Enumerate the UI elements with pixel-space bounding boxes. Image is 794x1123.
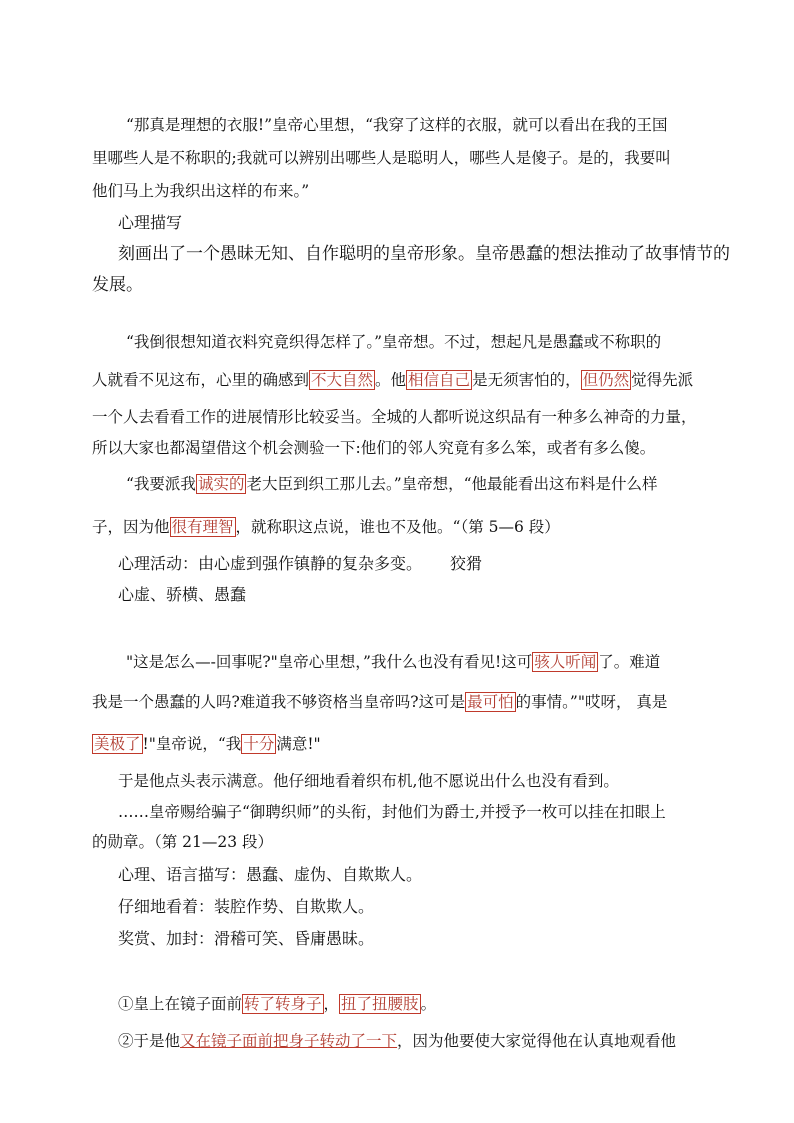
highlight-box: 美极了 [94,735,141,753]
text-span: "这是怎么—-回事呢?"皇帝心里想，”我什么也没有看见!这可 [126,653,533,671]
quote-line [92,368,693,390]
text-span: 心理活动：由心虚到强作镇静的复杂多变。 [118,554,423,573]
text-span: 了。难道 [598,653,661,671]
highlight-box: 但仍然 [582,371,630,389]
text-span: 满意!" [276,735,321,753]
quote-line: ……皇帝赐给骗子“御聘织师”的头衔，封他们为爵士,并授予一枚可以挂在扣眼上 [118,803,666,821]
analysis-label: 奖赏、加封：滑稽可笑、昏庸愚昧。 [118,929,375,948]
highlight-box: 十分 [243,735,275,753]
quote-line: 所以大家也都渴望借这个机会测验一下:他们的邻人究竟有多么笨，或者有多么傻。 [92,439,656,457]
quote-line: 一个人去看看工作的进展情形比较妥当。全城的人都听说这织品有一种多么神奇的力量， [92,408,697,426]
quote-line: 于是他点头表示满意。他仔细地看着织布机,他不愿说出什么也没有看到。 [118,772,619,790]
text-span: ，就称职这点说，谁也不及他。“（第 5—6 段） [235,518,560,536]
highlight-box: 诚实的 [197,475,245,493]
text-span: 子，因为他 [92,518,170,536]
text-span: 觉得先派 [631,371,694,389]
quote-line: 里哪些人是不称职的;我就可以辨别出哪些人是聪明人，哪些人是傻子。是的，我要叫 [92,149,671,167]
text-span: 的事情。”"哎呀， 真是 [515,693,668,711]
quote-line [126,472,658,494]
quote-line [118,1029,676,1051]
highlight-box: 不大自然 [311,371,374,389]
quote-line: “我倒很想知道衣料究竟织得怎样了。”皇帝想。不过，想起凡是愚蠢或不称职的 [126,333,662,351]
analysis-label: 心理、语言描写：愚蠢、虚伪、自欺欺人。 [118,865,423,884]
analysis-label: 仔细地看着：装腔作势、自欺欺人。 [118,897,375,916]
text-span: 人就看不见这布，心里的确感到 [92,371,310,389]
highlight-box: 转了转身子 [244,995,322,1013]
text-span: ①皇上在镜子面前 [118,995,243,1013]
analysis-label: 心理描写 [118,213,183,232]
text-span: 。他 [375,371,407,389]
quote-line [92,515,560,537]
highlight-box: 骇人听闻 [534,653,597,671]
text-span: ②于是他 [118,1032,181,1050]
quote-line [118,992,436,1014]
text-span: ，因为他要使大家觉得他在认真地观看他 [397,1032,677,1050]
text-span: ， [323,995,340,1013]
quote-line: 的勋章。（第 21—23 段） [92,833,274,851]
analysis-label: 心虚、骄横、愚蠢 [118,585,247,604]
text-span: !"皇帝说，“我 [142,735,242,753]
highlight-box: 很有理智 [171,518,234,536]
analysis-text: 发展。 [92,275,143,295]
highlight-box: 最可怕 [467,693,514,711]
analysis-text: 刻画出了一个愚昧无知、自作聪明的皇帝形象。皇帝愚蠢的想法推动了故事情节的 [118,244,730,264]
quote-line: “那真是理想的衣服!”皇帝心里想，“我穿了这样的衣服，就可以看出在我的王国 [126,116,668,134]
text-span: 。 [420,995,437,1013]
quote-line [126,650,660,672]
underlined-phrase: 又在镜子面前把身子转动了一下 [180,1032,398,1050]
quote-line [92,732,321,754]
highlight-box: 扭了扭腰肢 [341,995,419,1013]
analysis-label [118,551,482,574]
text-span: 我是一个愚蠢的人吗?难道我不够资格当皇帝吗?这可是 [92,693,466,711]
quote-line: 他们马上为我织出这样的布来。” [92,182,310,200]
quote-line [92,690,667,712]
text-span: 狡猾 [450,554,483,573]
text-span: 老大臣到织工那儿去。”皇帝想，“他最能看出这布料是什么样 [246,475,658,493]
text-span: “我要派我 [126,475,196,493]
text-span: 是无须害怕的， [472,371,581,389]
highlight-box: 相信自己 [408,371,471,389]
